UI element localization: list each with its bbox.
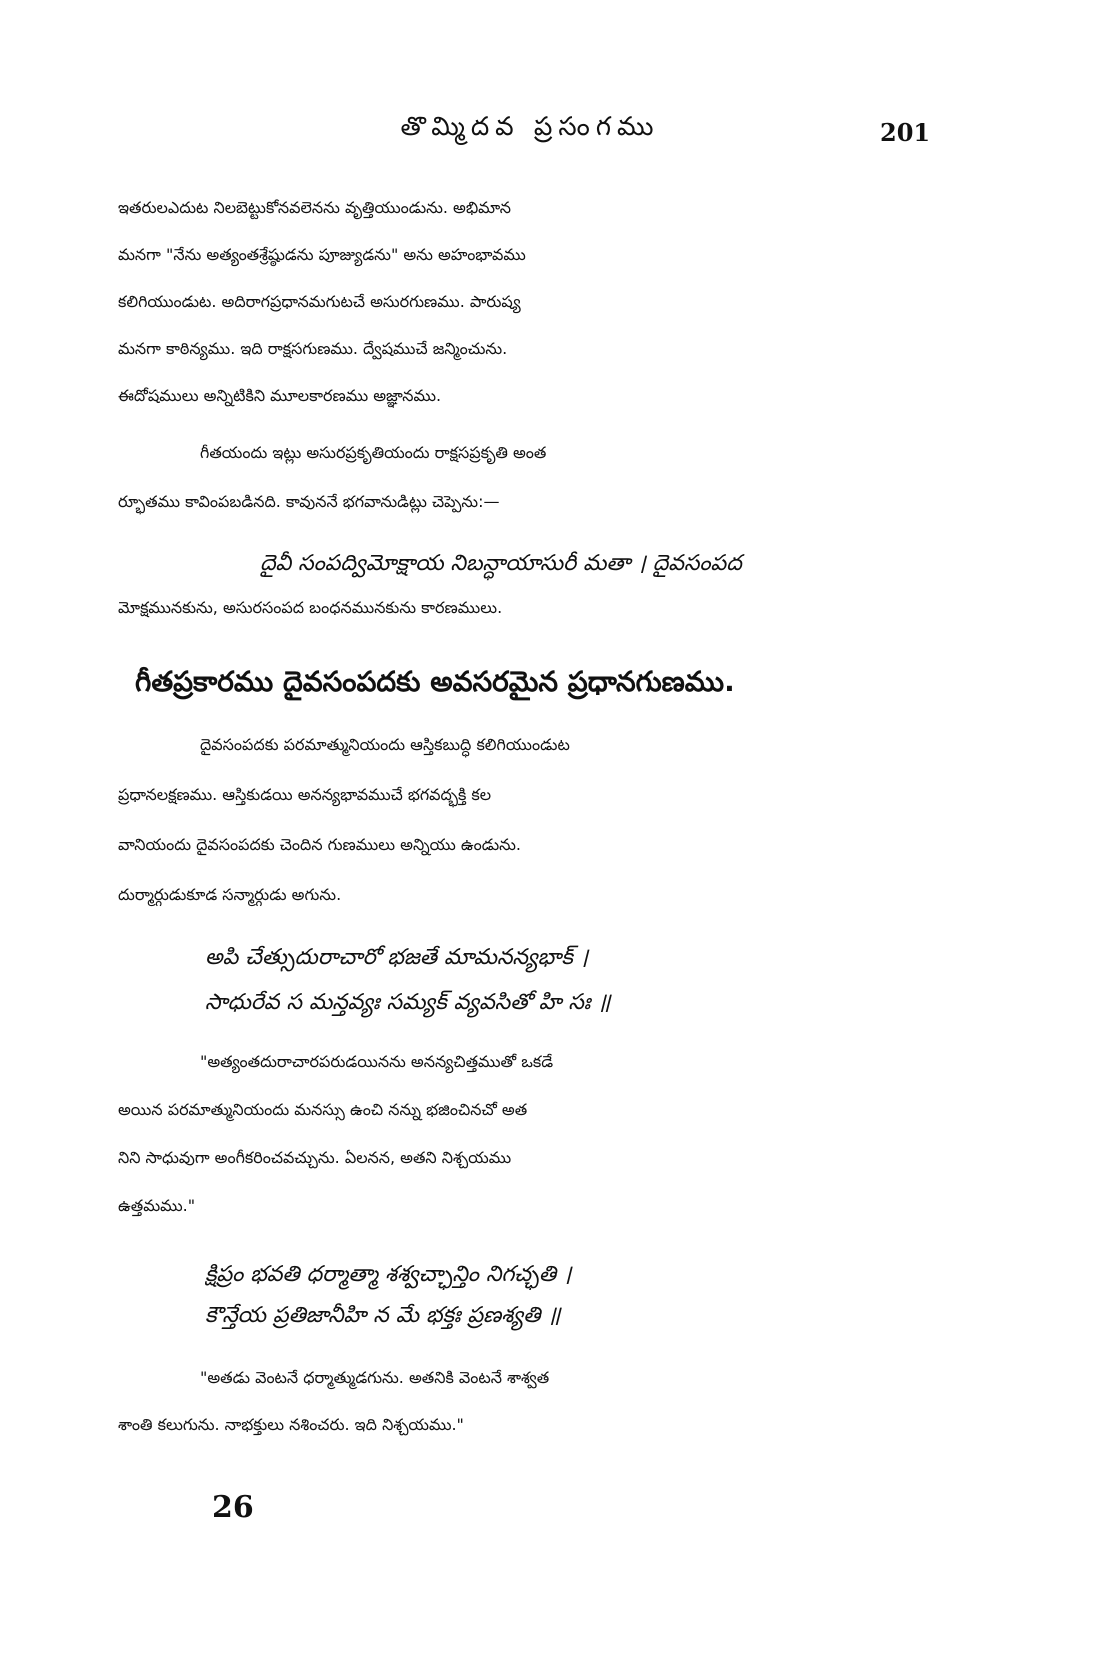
verse-line: అపి చేత్సుదురాచారో భజతే మామనన్యభాక్ ।: [205, 945, 589, 970]
text-line: ర్భూతము కావింపబడినది. కావుననే భగవానుడిట్లు చెప్పెను:—: [118, 492, 500, 511]
text-line: ఇతరులఎదుట నిలబెట్టుకోనవలెనను వృత్తియుండును. అభిమాన: [118, 198, 511, 217]
text-line: ఉత్తమము.": [118, 1196, 196, 1215]
verse-line: క్షిప్రం భవతి ధర్మాత్మా శశ్వచ్ఛాన్తిం నిగచ్ఛతి ।: [205, 1262, 572, 1287]
text-line: అయిన పరమాత్మునియందు మనస్సు ఉంచి నన్ను భజించినచో అత: [118, 1100, 528, 1119]
text-line: శాంతి కలుగును. నాభక్తులు నశించరు. ఇది నిశ్చయము.": [118, 1415, 464, 1434]
text-line: గీతయందు ఇట్లు అసురప్రకృతియందు రాక్షసప్రకృతి అంత: [200, 443, 547, 462]
text-line: దుర్మార్గుడుకూడ సన్మార్గుడు అగును.: [118, 885, 342, 904]
page-header-title: తొమ్మిదవ ప్రసంగము: [400, 112, 660, 142]
text-line: నిని సాధువుగా అంగీకరించవచ్చును. ఏలనన, అతని నిశ్చయము: [118, 1148, 512, 1167]
text-line: కలిగియుండుట. అదిరాగప్రధానమగుటచే అసురగుణము. పారుష్య: [118, 292, 521, 311]
verse-line: దైవీ సంపద్విమోక్షాయ నిబన్ధాయాసురీ మతా । దైవసంపద: [260, 551, 742, 576]
verse-line: సాధురేవ స మన్తవ్యః సమ్యక్ వ్యవసితో హి సః ॥: [205, 990, 611, 1015]
verse-line: కౌన్తేయ ప్రతిజానీహి న మే భక్తః ప్రణశ్యతి ॥: [205, 1303, 561, 1328]
signature-number: 26: [212, 1490, 254, 1525]
text-line: మనగా కాఠిన్యము. ఇది రాక్షసగుణము. ద్వేషముచే జన్మించును.: [118, 339, 508, 358]
text-line: "అత్యంతదురాచారపరుడయినను అనన్యచిత్తముతో ఒకడే: [200, 1052, 554, 1071]
text-line: ఈదోషములు అన్నిటికిని మూలకారణము అజ్ఞానము.: [118, 386, 442, 405]
text-line: ప్రధానలక్షణము. ఆస్తికుడయి అనన్యభావముచే భగవద్భక్తి కల: [118, 785, 492, 804]
section-heading: గీతప్రకారము దైవసంపదకు అవసరమైన ప్రధానగుణము.: [135, 665, 735, 698]
text-line: మోక్షమునకును, అసురసంపద బంధనమునకును కారణములు.: [118, 598, 503, 617]
text-line: "అతడు వెంటనే ధర్మాత్ముడగును. అతనికి వెంటనే శాశ్వత: [200, 1368, 550, 1387]
text-line: వానియందు దైవసంపదకు చెందిన గుణములు అన్నియు ఉండును.: [118, 835, 521, 854]
text-line: మనగా "నేను అత్యంతశ్రేష్ఠుడను పూజ్యుడను" అను అహంభావము: [118, 245, 526, 264]
text-line: దైవసంపదకు పరమాత్మునియందు ఆస్తికబుద్ధి కలిగియుండుట: [200, 735, 570, 754]
page-number: 201: [880, 118, 931, 147]
